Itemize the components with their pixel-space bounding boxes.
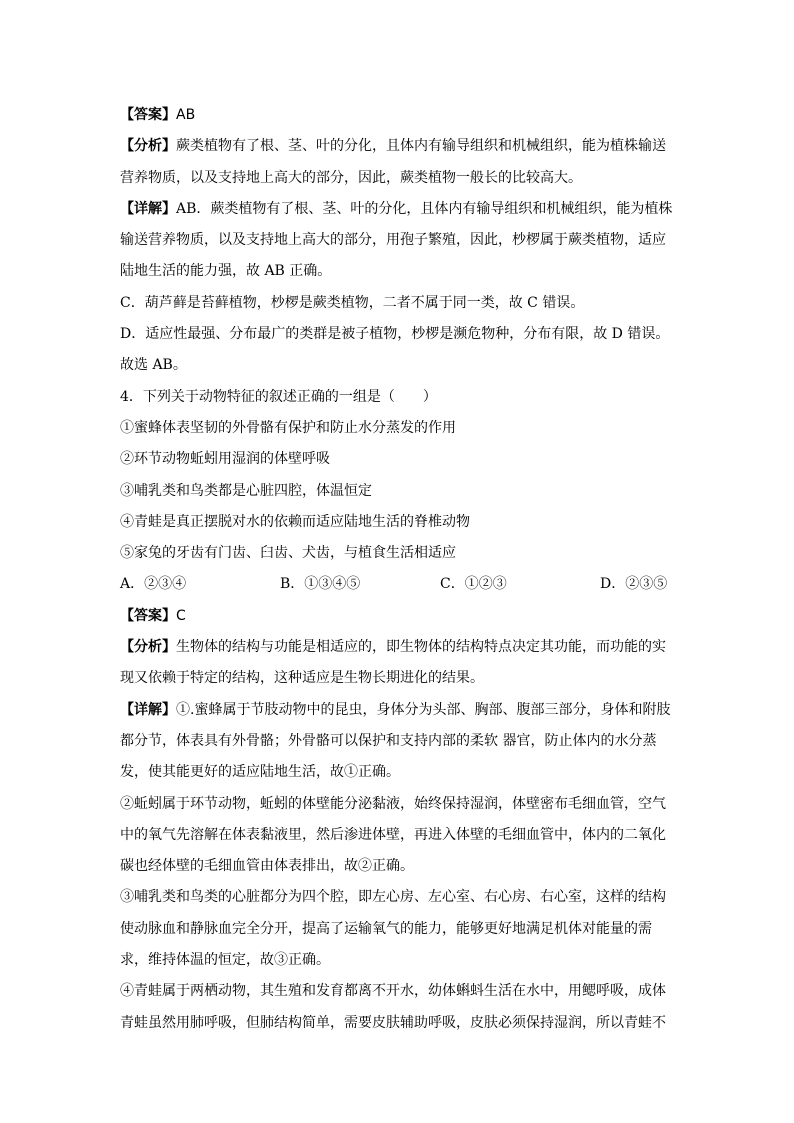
analysis-text: 蕨类植物有了根、茎、叶的分化，且体内有输导组织和机械组织，能为植株输送	[176, 138, 666, 155]
q4-paragraph-4-line: ④青蛙属于两栖动物，其生殖和发育都离不开水，幼体蝌蚪生活在水中，用鳃呼吸，成体	[120, 983, 666, 1000]
q4-detail-line: 都分节，体表具有外骨骼；外骨骼可以保护和支持内部的柔软 器官，防止体内的水分蒸	[120, 732, 657, 749]
option-a: A．②③④	[120, 576, 187, 593]
q3-option-d-explanation: D．适应性最强、分布最广的类群是被子植物，杪椤是濒危物种，分布有限，故 D 错误。	[120, 326, 670, 343]
q3-detail-line	[120, 194, 680, 225]
q4-analysis-line: 现又依赖于特定的结构，这种适应是生物长期进化的结果。	[120, 670, 484, 687]
document-page	[120, 100, 680, 1039]
answer-text: AB	[176, 107, 196, 123]
q4-paragraph-3-line: 求，维持体温的恒定，故③正确。	[120, 952, 330, 969]
q3-answer	[120, 100, 680, 131]
detail-tag: 【详解】	[120, 701, 176, 718]
q4-detail-line: 发，使其能更好的适应陆地生活，故①正确。	[120, 764, 400, 781]
answer-tag: 【答案】	[120, 607, 176, 624]
q4-paragraph-3-line: ③哺乳类和鸟类的心脏都分为四个腔，即左心房、左心室、右心房、右心室，这样的结构	[120, 889, 666, 906]
analysis-tag: 【分析】	[120, 639, 176, 656]
answer-text: C	[176, 607, 186, 624]
q4-paragraph-3-line: 使动脉血和静脉血完全分开，提高了运输氧气的能力，能够更好地满足机体对能量的需	[120, 920, 652, 937]
q3-analysis-line: 营养物质，以及支持地上高大的部分，因此，蕨类植物一般长的比较高大。	[120, 169, 582, 186]
q4-statement: ⑤家兔的牙齿有门齿、臼齿、犬齿，与植食生活相适应	[120, 545, 456, 562]
option-d: D．②③⑤	[600, 576, 668, 593]
option-b: B．①③④⑤	[280, 576, 361, 593]
q4-answer	[120, 601, 680, 632]
q4-paragraph-4-line: 青蛙虽然用肺呼吸，但肺结构简单，需要皮肤辅助呼吸，皮肤必须保持湿润，所以青蛙不	[120, 1014, 666, 1031]
q4-analysis-line	[120, 632, 680, 663]
q4-paragraph-2-line: 碳也经体壁的毛细血管由体表排出，故②正确。	[120, 858, 414, 875]
q4-paragraph-2-line: ②蚯蚓属于环节动物，蚯蚓的体壁能分泌黏液，始终保持湿润，体壁密布毛细血管，空气	[120, 795, 666, 812]
q3-detail-line: 陆地生活的能力强，故 AB 正确。	[120, 263, 332, 280]
q4-detail-line	[120, 695, 680, 726]
q4-statement: ①蜜蜂体表坚韧的外骨骼有保护和防止水分蒸发的作用	[120, 419, 456, 436]
q3-conclusion: 故选 AB。	[120, 357, 187, 374]
option-c: C．①②③	[440, 576, 507, 593]
detail-text: AB．蕨类植物有了根、茎、叶的分化，且体内有输导组织和机械组织，能为植株	[176, 200, 673, 217]
q4-statement: ②环节动物蚯蚓用湿润的体壁呼吸	[120, 451, 330, 468]
detail-text: ①.蜜蜂属于节肢动物中的昆虫，身体分为头部、胸部、腹部三部分，身体和附肢	[176, 701, 671, 718]
q4-statement: ③哺乳类和鸟类都是心脏四腔，体温恒定	[120, 482, 372, 499]
analysis-tag: 【分析】	[120, 138, 176, 155]
q3-detail-line: 输送营养物质，以及支持地上高大的部分，用孢子繁殖，因此，杪椤属于蕨类植物，适应	[120, 232, 666, 249]
answer-tag: 【答案】	[120, 107, 176, 123]
q3-option-c-explanation: C．葫芦藓是苔藓植物，杪椤是蕨类植物，二者不属于同一类，故 C 错误。	[120, 294, 585, 311]
q4-paragraph-2-line: 中的氧气先溶解在体表黏液里，然后渗进体壁，再进入体壁的毛细血管中，体内的二氧化	[120, 826, 666, 843]
q4-statement: ④青蛙是真正摆脱对水的依赖而适应陆地生活的脊椎动物	[120, 513, 470, 530]
q4-options	[120, 569, 680, 600]
analysis-text: 生物体的结构与功能是相适应的，即生物体的结构特点决定其功能，而功能的实	[176, 639, 666, 656]
q4-stem: 4．下列关于动物特征的叙述正确的一组是（ ）	[120, 388, 437, 405]
q3-analysis-line	[120, 131, 680, 162]
detail-tag: 【详解】	[120, 200, 176, 217]
